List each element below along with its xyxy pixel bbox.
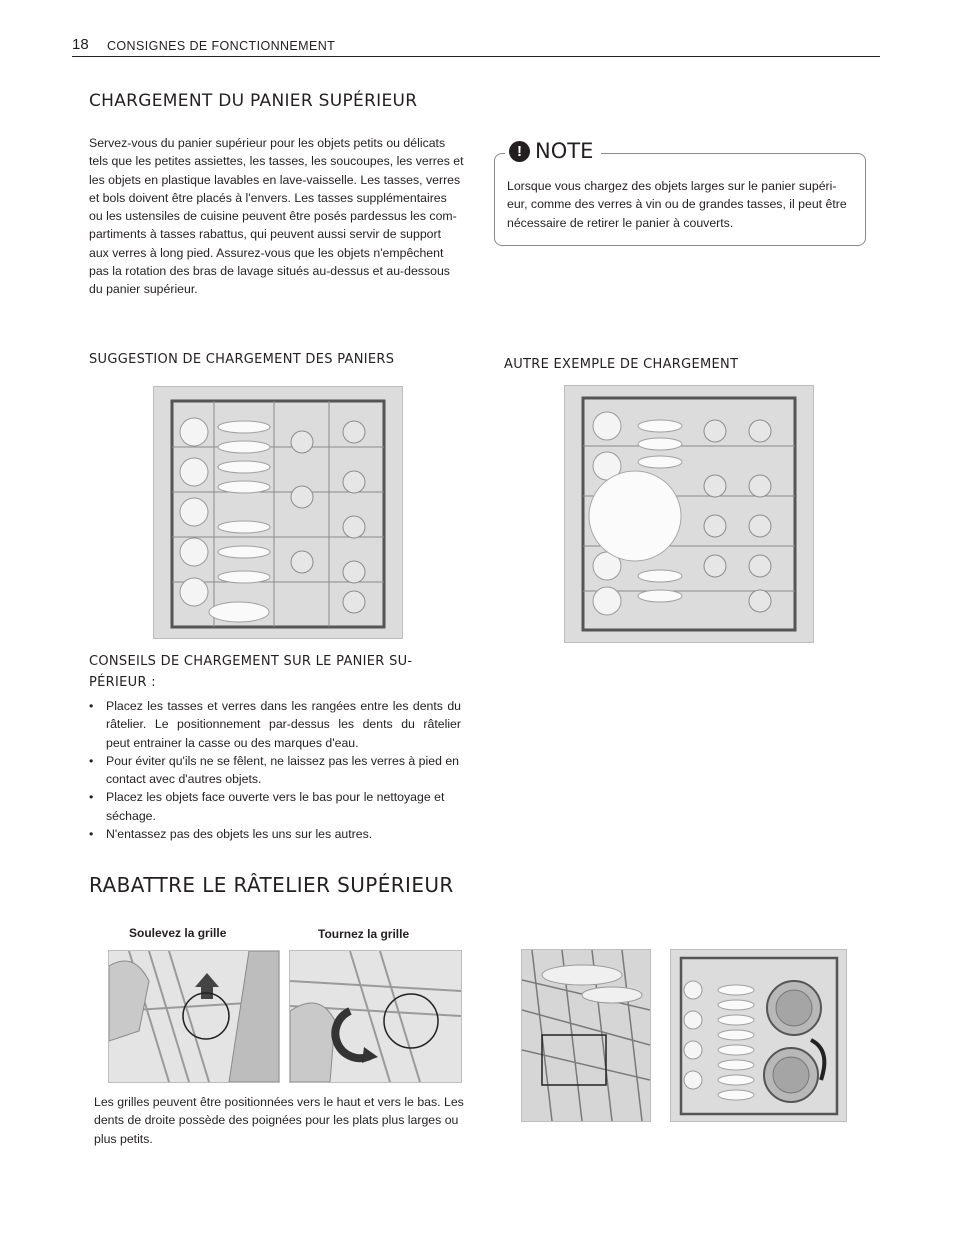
- section-title-fold-rack: RABATTRE LE RÂTELIER SUPÉRIEUR: [89, 873, 454, 897]
- bullet-icon: •: [89, 827, 94, 842]
- note-line: Lorsque vous chargez des objets larges sur le panier supéri-: [507, 179, 837, 193]
- body-line: Les grilles peuvent être positionnées vers le haut et vers le bas. Les: [94, 1095, 464, 1109]
- caption-turn-rack: Tournez la grille: [318, 927, 410, 941]
- note-line: eur, comme des verres à vin ou de grandes tasses, il peut être: [507, 197, 847, 212]
- tips-title-line: PÉRIEUR :: [89, 675, 156, 690]
- tips-list: [89, 697, 461, 843]
- loading-suggestion-title: SUGGESTION DE CHARGEMENT DES PANIERS: [89, 352, 395, 367]
- bullet-icon: •: [89, 699, 94, 713]
- running-title: CONSIGNES DE FONCTIONNEMENT: [107, 39, 336, 53]
- tip-item: [89, 697, 461, 752]
- bullet-icon: •: [89, 753, 94, 768]
- intro-line: ou les ustensiles de cuisine peuvent être posés pardessus les com-: [89, 209, 457, 224]
- header-rule: [72, 56, 880, 57]
- intro-line: tels que les petites assiettes, les tasses, les soucoupes, les verres et: [89, 154, 464, 169]
- section-title-upper-rack: CHARGEMENT DU PANIER SUPÉRIEUR: [89, 91, 418, 111]
- tip-line: N'entassez pas des objets les uns sur les autres.: [106, 827, 373, 842]
- caption-lift-rack: Soulevez la grille: [129, 926, 227, 940]
- tip-line: séchage.: [106, 808, 156, 823]
- intro-line: Servez-vous du panier supérieur pour les objets petits ou délicats: [89, 136, 446, 150]
- note-line: nécessaire de retirer le panier à couverts.: [507, 215, 734, 230]
- intro-line: et bols doivent être placés à l'envers. Les tasses supplémentaires: [89, 190, 447, 205]
- body-line: plus petits.: [94, 1131, 153, 1146]
- photo-lift-rack: [108, 950, 280, 1083]
- note-heading: [505, 139, 601, 163]
- photo-rack-suggested-loading: [153, 386, 403, 639]
- photo-turn-rack: [289, 950, 462, 1083]
- note-title: NOTE: [535, 139, 594, 163]
- tip-line: contact avec d'autres objets.: [106, 772, 262, 787]
- rack-position-paragraph: [94, 1093, 480, 1148]
- photo-rack-with-pans: [670, 949, 847, 1122]
- bullet-icon: •: [89, 790, 94, 805]
- intro-line: pas la rotation des bras de lavage situés au-dessus et au-dessous: [89, 264, 450, 279]
- tip-item: [89, 752, 461, 789]
- tip-item: [89, 825, 461, 843]
- intro-line: du panier supérieur.: [89, 282, 198, 297]
- photo-rack-other-example: [564, 385, 814, 643]
- page-number: 18: [72, 36, 89, 53]
- tips-title: [89, 651, 412, 693]
- photo-rack-tines-closeup: [521, 949, 651, 1122]
- intro-line: partiments à tasses rabattus, qui peuvent aussi servir de support: [89, 227, 442, 242]
- body-line: dents de droite possède des poignées pour les plats plus larges ou: [94, 1113, 459, 1128]
- tip-line: Placez les objets face ouverte vers le bas pour le nettoyage et: [106, 790, 445, 805]
- intro-paragraph: [89, 134, 464, 299]
- tip-line: Pour éviter qu'ils ne se fêlent, ne laissez pas les verres à pied en: [106, 753, 460, 768]
- tip-line: râtelier. Le positionnement par-dessus les dents du râtelier: [106, 717, 461, 732]
- tip-item: [89, 788, 461, 825]
- exclamation-circle-icon: !: [509, 141, 530, 162]
- note-text: [507, 177, 859, 232]
- tip-line: Placez les tasses et verres dans les rangées entre les dents du: [106, 699, 461, 713]
- tips-title-line: CONSEILS DE CHARGEMENT SUR LE PANIER SU-: [89, 654, 413, 669]
- intro-line: les objets en plastique lavables en lave-vaisselle. Les tasses, verres: [89, 172, 461, 187]
- intro-line: aux verres à long pied. Assurez-vous que les objets n'empêchent: [89, 245, 444, 260]
- other-example-title: AUTRE EXEMPLE DE CHARGEMENT: [504, 357, 739, 372]
- tip-line: peut entrainer la casse ou des marques d'eau.: [106, 735, 359, 750]
